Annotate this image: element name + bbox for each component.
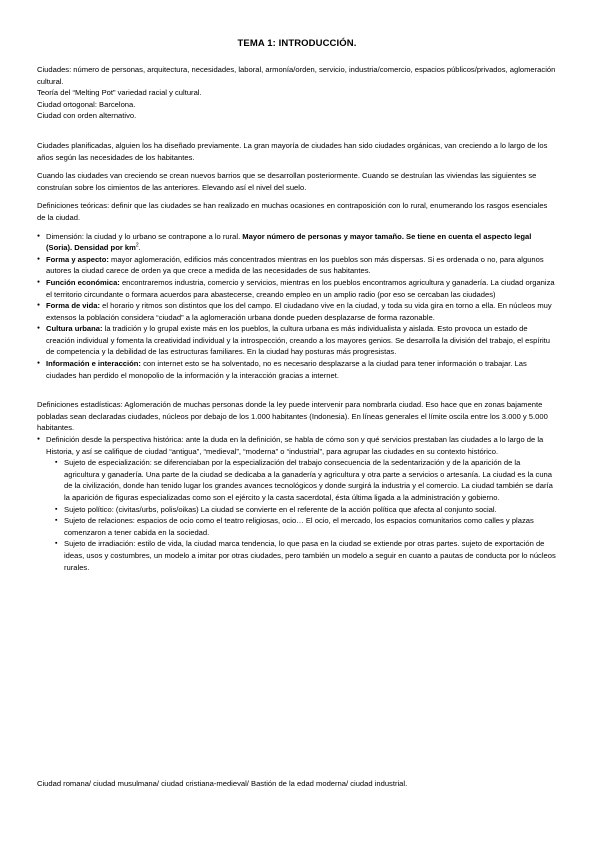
item-text: mayor aglomeración, edificios más concentrados mientras en los pueblos son más dispersas. Si es ordenada o no, para algunos autores la ciudad carece de orden ya que crece a medida de las necesidades de sus habitantes. [46, 254, 544, 276]
item-lead: Forma y aspecto: [46, 254, 111, 264]
intro-line: Ciudades: número de personas, arquitectura, necesidades, laboral, armonía/orden, servicio, industria/comercio, espacios públicos/privados, aglomeración cultural. [37, 65, 556, 86]
item-text: ante la duda en la definición, se habla de cómo son y qué servicios prestaban las ciudades a lo largo de la Historia, y así se califique de ciudad “antigua”, “medieval”, “moderna” o “industrial”, para agrupar las ciudades en su contexto histórico. [46, 435, 544, 456]
sub-list [55, 457, 557, 573]
item-lead: Definición desde la perspectiva histórica: [46, 435, 186, 445]
list-item [37, 277, 557, 300]
item-lead: Sujeto de irradiación: [64, 539, 138, 549]
list-item [37, 300, 557, 323]
item-tail: . [138, 243, 141, 253]
item-lead: Sujeto de relaciones: [64, 516, 138, 526]
list-item [37, 254, 557, 277]
item-lead: Información e interacción: [46, 359, 144, 369]
item-text: espacios de ocio como el teatro religiosas, ocio… El ocio, el mercado, los espacios comunitarios como calles y plazas comenzaron a tener cabida en la sociedad. [64, 516, 534, 537]
page-title: TEMA 1: INTRODUCCIÓN. [237, 38, 357, 49]
sub-list-item [55, 538, 557, 573]
item-lead: Cultura urbana: [46, 324, 105, 334]
paragraph-city-growth: Cuando las ciudades van creciendo se crean nuevos barrios que se desarrollan posteriormente. Cuando se destruían las viviendas las siguientes se construían sobre los cimientos de las anteriores. Elevando así el nivel del suelo. [37, 171, 537, 192]
sub-list-item [55, 504, 557, 516]
item-lead: Función económica: [46, 277, 122, 287]
footer-line: Ciudad romana/ ciudad musulmana/ ciudad cristiana-medieval/ Bastión de la edad moderna/ ciudad industrial. [37, 779, 408, 788]
theoretical-list [37, 231, 557, 382]
sub-list-item [55, 457, 557, 503]
list-item [37, 323, 557, 358]
list-item [37, 231, 557, 254]
paragraph-theoretical-definitions: Definiciones teóricas: definir que las ciudades se han realizado en muchas ocasiones en contraposición con lo rural, enumerando los rasgos esenciales de la ciudad. [37, 201, 548, 222]
historical-list [37, 434, 557, 573]
item-text: la tradición y lo grupal existe más en los pueblos, la cultura urbana es más individualista y aislada. Esto provoca un estado de creación individual y fomenta la creatividad individual y la introspección, creando a los mayores genios. Se desarrolla la división del trabajo, el espíritu de competencia y la debilidad de las estructuras familiares. En la ciudad hay posturas más progresistas. [46, 324, 550, 357]
intro-line: Teoría del “Melting Pot” variedad racial y cultural. [37, 88, 202, 98]
item-text: se diferenciaban por la especialización del trabajo consecuencia de la sedentarización y de la aparición de la agricultura y ganadería. Una parte de la ciudad se dedicaba a la ganadería y agricultura y otra parte a servicios o artesanía. La ciudad es la cuna de la civilización, donde han tenido lugar los grandes avances tecnológicos y donde surgirá la industria y el comercio. La ciudad también se daría la aparición de figuras especializadas como son el ejército y la casta sacerdotal, ésta última ligada a la administración y gobierno. [64, 458, 553, 502]
item-lead: Dimensión: la ciudad y lo urbano se contrapone a lo rural. [46, 231, 243, 241]
item-text: encontraremos industria, comercio y servicios, mientras en los pueblos encontramos agricultura y ganadería. La ciudad organiza el territorio circundante o formara acuerdos para abastecerse, creando empleo en un amplio radio (por eso se cercaban las ciudades) [46, 277, 555, 299]
item-text: Mayor número de personas y mayor tamaño. Se tiene en cuenta el aspecto legal (Soria). Densidad por km [46, 231, 532, 253]
item-text: estilo de vida, la ciudad marca tendencia, lo que pasa en la ciudad se extiende por otras partes. sujeto de exportación de ideas, usos y costumbres, un modelo a imitar por otras ciudades, pero también un modelo a seguir en cuanto a pautas de conducta por lo núcleos rurales. [64, 539, 556, 572]
item-text: el horario y ritmos son distintos que los del campo. El ciudadano vive en la ciudad, y toda su vida gira en torno a ella. En núcleos muy extensos la población considera “ciudad” a la aglomeración urbana donde pueden desplazarse de forma razonable. [46, 301, 552, 322]
superscript: 2 [135, 242, 139, 249]
item-lead: Sujeto político: [64, 504, 116, 514]
list-item [37, 434, 557, 573]
document-page [37, 38, 557, 573]
sub-list-item [55, 515, 557, 538]
paragraph-planned-cities: Ciudades planificadas, alguien los ha diseñado previamente. La gran mayoría de ciudades han sido ciudades orgánicas, van creciendo a lo largo de los años según las necesidades de los habitantes. [37, 140, 548, 162]
item-text: (civitas/urbs, polis/oikas) La ciudad se convierte en el referente de la acción política que afecta al conjunto social. [115, 504, 497, 514]
item-lead: Forma de vida: [46, 301, 103, 311]
item-text: con internet esto se ha solventado, no es necesario desplazarse a la ciudad para tener información o trabajar. Las ciudades han perdido el monopolio de la información y la interacción gracias a internet. [46, 359, 527, 380]
intro-line: Ciudad con orden alternativo. [37, 111, 137, 121]
intro-line: Ciudad ortogonal: Barcelona. [37, 99, 136, 109]
paragraph-statistical-definitions: Definiciones estadísticas: Aglomeración de muchas personas donde la ley puede intervenir para nombrarla ciudad. Eso hace que en zonas bajamente pobladas sean declaradas ciudades, núcleos por debajo de los 1.000 habitantes (Indonesia). En líneas generales el límite oscila entre los 3.000 y 5.000 habitantes. [37, 400, 548, 433]
list-item [37, 358, 557, 381]
item-lead: Sujeto de especialización: [64, 458, 154, 468]
